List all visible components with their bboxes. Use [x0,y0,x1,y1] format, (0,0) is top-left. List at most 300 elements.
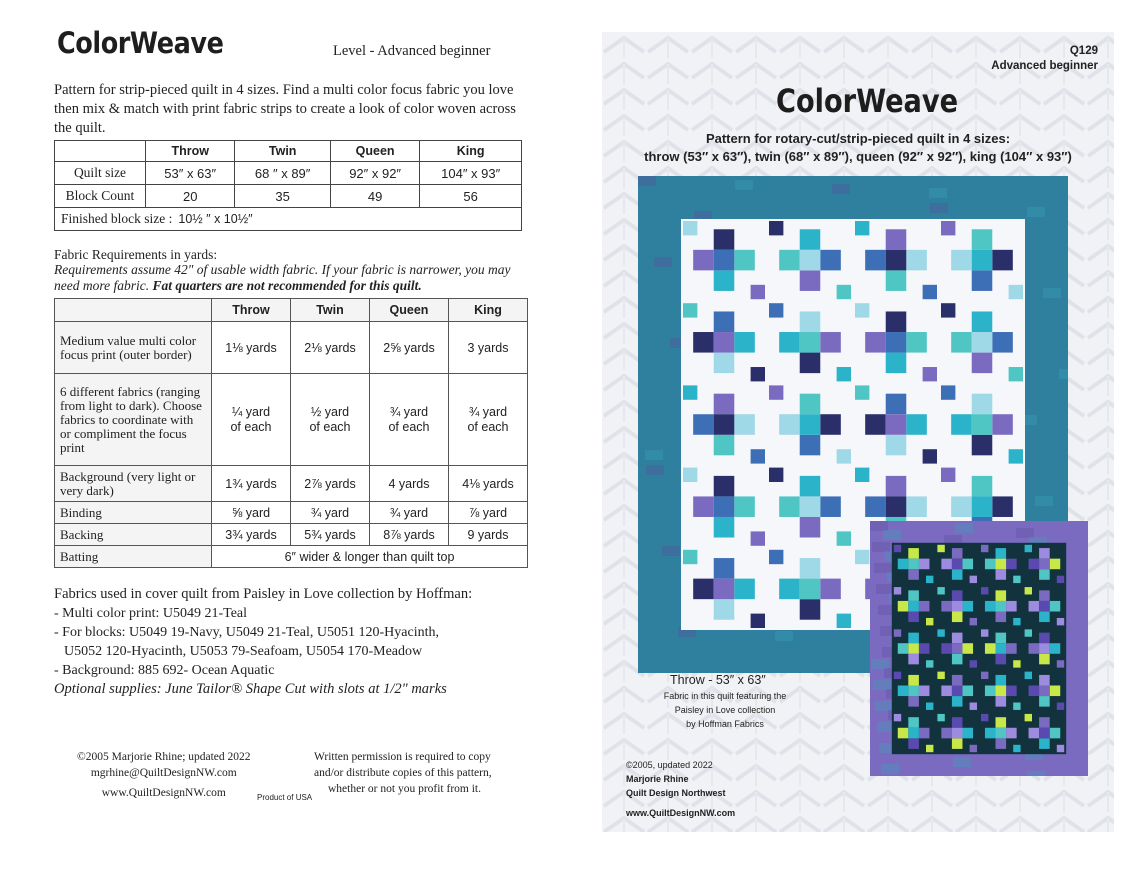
block-piece [941,385,955,399]
block-piece [693,332,714,353]
block-piece [865,414,886,435]
block-piece [1057,618,1064,625]
table-row [55,208,522,231]
block-piece [1039,612,1050,623]
block-piece [886,394,907,415]
block-piece [837,285,851,299]
block-piece [996,633,1007,644]
block-piece [779,414,800,435]
block-piece [919,643,930,654]
block-piece [952,601,963,612]
block-piece [996,696,1007,707]
block-piece [769,385,783,399]
block-piece [779,496,800,517]
block-piece [1039,685,1050,696]
border-print [876,584,894,594]
block-piece [926,660,933,667]
block-piece [919,559,930,570]
block-piece [1039,717,1050,728]
block-piece [992,250,1013,271]
block-piece [1025,587,1032,594]
block-piece [855,468,869,482]
block-piece [1057,703,1064,710]
block-piece [800,332,821,353]
block-piece [779,250,800,271]
block-piece [800,435,821,456]
block-piece [1039,728,1050,739]
block-piece [1029,643,1040,654]
block-piece [693,414,714,435]
block-piece [865,332,886,353]
block-piece [992,332,1013,353]
block-piece [855,221,869,235]
block-piece [1039,548,1050,559]
border-print [871,659,889,669]
border-print [1043,288,1061,298]
table-row: Background (very light or very dark) 1¾ yards 2⅞ yards 4 yards 4⅛ yards [55,466,528,502]
block-piece [734,332,755,353]
border-print [883,530,901,540]
block-piece [972,270,993,291]
block-piece [1039,643,1050,654]
block-piece [898,643,909,654]
block-piece [981,545,988,552]
block-piece [714,517,735,538]
border-print [881,764,899,774]
block-piece [894,672,901,679]
block-piece [1025,672,1032,679]
block-piece [1039,738,1050,749]
pattern-intro: Pattern for strip-pieced quilt in 4 sizes. Find a multi color focus fabric you love then mix & match with print fabric strips to create a look of color woven across the quilt. [54,82,516,136]
block-piece [926,745,933,752]
block-piece [1009,449,1023,463]
block-piece [941,601,952,612]
block-piece [908,612,919,623]
block-piece [734,496,755,517]
block-piece [1006,728,1017,739]
block-piece [972,229,993,250]
copyright-block: ©2005 Marjorie Rhine; updated 2022 mgrhine@QuiltDesignNW.com www.QuiltDesignNW.com [77,751,251,799]
border-print [645,450,663,460]
fabric-caption: Fabric in this quilt featuring the Paisley in Love collection by Hoffman Fabrics [663,691,787,729]
block-piece [820,414,841,435]
optional-supplies: Optional supplies: June Tailor® Shape Cut with slots at 1/2" marks [54,681,447,697]
block-piece [800,496,821,517]
block-piece [734,250,755,271]
block-piece [908,643,919,654]
block-piece [1029,559,1040,570]
block-piece [908,601,919,612]
border-print [875,701,893,711]
block-piece [1050,685,1061,696]
block-piece [1006,559,1017,570]
border-print [1027,207,1045,217]
block-piece [714,579,735,600]
block-piece [996,590,1007,601]
block-piece [800,517,821,538]
block-piece [962,643,973,654]
block-piece [886,311,907,332]
border-print [638,176,656,186]
block-piece [996,654,1007,665]
block-piece [855,385,869,399]
border-print [930,203,948,213]
block-piece [941,559,952,570]
block-piece [981,629,988,636]
block-piece [952,654,963,665]
block-piece [779,579,800,600]
block-piece [941,643,952,654]
block-piece [972,476,993,497]
block-piece [981,672,988,679]
block-piece [1013,618,1020,625]
block-piece [886,414,907,435]
border-print [1035,496,1053,506]
block-piece [962,728,973,739]
block-piece [908,569,919,580]
block-piece [800,311,821,332]
table-corner [55,299,212,322]
block-piece [926,703,933,710]
block-piece [996,601,1007,612]
block-piece [714,353,735,374]
block-piece [923,367,937,381]
block-piece [800,476,821,497]
block-piece [1029,728,1040,739]
block-piece [820,250,841,271]
border-print [874,563,892,573]
block-piece [952,559,963,570]
block-piece [951,250,972,271]
block-piece [908,559,919,570]
block-piece [970,618,977,625]
block-piece [908,685,919,696]
block-piece [886,476,907,497]
block-piece [800,558,821,579]
block-piece [1057,660,1064,667]
block-piece [1039,559,1050,570]
block-piece [962,685,973,696]
block-piece [683,550,697,564]
col-twin: Twin [235,141,331,162]
block-piece [941,221,955,235]
block-piece [769,303,783,317]
block-piece [1013,660,1020,667]
block-piece [996,569,1007,580]
block-piece [1039,633,1050,644]
block-piece [952,675,963,686]
block-piece [898,559,909,570]
block-piece [996,548,1007,559]
block-piece [714,558,735,579]
border-print [662,546,680,556]
block-piece [952,696,963,707]
border-print [873,680,891,690]
block-piece [714,394,735,415]
block-piece [908,654,919,665]
block-piece [769,221,783,235]
block-piece [970,703,977,710]
block-piece [1039,696,1050,707]
block-piece [985,559,996,570]
block-piece [992,414,1013,435]
skill-level: Level - Advanced beginner [333,43,491,59]
block-piece [714,311,735,332]
block-piece [898,728,909,739]
block-piece [985,601,996,612]
block-piece [970,660,977,667]
border-print [929,188,947,198]
cover-title: ColorWeave [776,82,959,120]
block-piece [941,303,955,317]
fabric-requirements-table: Throw Twin Queen King Medium value multi color focus print (outer border) 1⅛ yards 2⅛ yards 2⅝ yards 3 yards 6 different fabrics (ranging from light to dark). Choose fabrics to coordinate with or compliment the focus print ¼ yard of each ½ yard of each ¾ yard of each ¾ yard of each Background (very light or very dark) 1¾ yards 2⅞ yards 4 yards 4⅛ yards Binding ⅝ yard ¾ yard ¾ yard ⅞ yard Backing 3¾ yards 5¾ yards 8⅞ yards 9 yards Batting 6″ wider & longer than quilt top [54,298,528,568]
col-throw: Throw [146,141,235,162]
block-piece [1006,601,1017,612]
block-piece [1013,703,1020,710]
block-piece [734,579,755,600]
block-piece [1029,685,1040,696]
block-piece [970,745,977,752]
block-piece [1009,285,1023,299]
block-piece [952,728,963,739]
block-piece [734,414,755,435]
block-piece [837,614,851,628]
border-print [953,757,971,767]
block-piece [1050,643,1061,654]
quilt-size-caption: Throw - 53″ x 63″ [670,673,766,687]
block-piece [1050,601,1061,612]
block-piece [908,728,919,739]
block-piece [972,496,993,517]
table-row: Block Count 20 35 49 56 [55,185,522,208]
block-piece [952,643,963,654]
pattern-cover [602,32,1114,832]
block-piece [855,550,869,564]
block-piece [769,468,783,482]
block-piece [1057,576,1064,583]
block-piece [820,579,841,600]
block-piece [996,728,1007,739]
block-piece [894,714,901,721]
block-piece [751,285,765,299]
block-piece [751,614,765,628]
fabric-req-heading: Fabric Requirements in yards: [54,247,218,262]
block-piece [683,303,697,317]
block-piece [972,353,993,374]
border-print [832,184,850,194]
block-piece [937,714,944,721]
border-print [955,523,973,533]
block-piece [962,559,973,570]
block-piece [837,531,851,545]
block-piece [985,728,996,739]
block-piece [996,738,1007,749]
block-piece [894,629,901,636]
block-piece [985,643,996,654]
block-piece [1006,685,1017,696]
border-print [872,542,890,552]
permission-notice: Written permission is required to copy and/or distribute copies of this pattern, whether or not you profit from it. [314,751,492,795]
block-piece [800,229,821,250]
block-piece [886,496,907,517]
block-piece [923,449,937,463]
block-piece [683,385,697,399]
finished-block-label: Finished block size : [61,211,173,226]
block-piece [714,332,735,353]
block-piece [908,738,919,749]
block-piece [714,270,735,291]
block-piece [693,579,714,600]
block-piece [779,332,800,353]
block-piece [952,590,963,601]
block-piece [714,496,735,517]
border-print [870,521,888,531]
block-piece [937,672,944,679]
block-piece [996,675,1007,686]
block-piece [941,468,955,482]
table-row: 6 different fabrics (ranging from light to dark). Choose fabrics to coordinate with or compliment the focus print ¼ yard of each ½ yard of each ¾ yard of each ¾ yard of each [55,374,528,466]
block-piece [981,714,988,721]
block-piece [714,229,735,250]
block-piece [1039,590,1050,601]
block-piece [865,496,886,517]
col-king: King [420,141,522,162]
table-row: Quilt size 53″ x 63″ 68 ″ x 89″ 92″ x 92″ 104″ x 93″ [55,162,522,185]
table-corner [55,141,146,162]
block-piece [962,601,973,612]
block-piece [996,612,1007,623]
block-piece [837,449,851,463]
block-piece [952,633,963,644]
border-print [654,257,672,267]
block-piece [1039,654,1050,665]
block-piece [941,728,952,739]
block-piece [996,643,1007,654]
block-piece [908,675,919,686]
block-piece [1006,643,1017,654]
block-piece [908,548,919,559]
pattern-code: Q129 Advanced beginner [991,45,1098,72]
block-piece [996,717,1007,728]
block-piece [693,496,714,517]
block-piece [800,353,821,374]
block-piece [1013,745,1020,752]
cover-subtitle: Pattern for rotary-cut/strip-pieced quilt in 4 sizes: throw (53″ x 63″), twin (68″ x 89″), queen (92″ x 92″), king (104″ x 93″) [644,131,1072,164]
block-piece [908,696,919,707]
block-piece [898,685,909,696]
block-piece [800,270,821,291]
block-piece [972,311,993,332]
block-piece [751,367,765,381]
block-piece [906,332,927,353]
quilt-photo-dark [870,521,1088,776]
block-piece [996,559,1007,570]
block-piece [1025,545,1032,552]
block-piece [952,612,963,623]
block-piece [919,728,930,739]
block-piece [683,221,697,235]
block-piece [855,303,869,317]
block-piece [951,414,972,435]
border-print [735,180,753,190]
block-piece [886,270,907,291]
block-piece [714,414,735,435]
border-print [646,465,664,475]
block-piece [1050,728,1061,739]
block-piece [894,545,901,552]
block-piece [1025,714,1032,721]
block-piece [923,285,937,299]
block-piece [1009,367,1023,381]
block-piece [926,576,933,583]
cover-footer: ©2005, updated 2022 Marjorie Rhine Quilt Design Northwest www.QuiltDesignNW.com [626,760,736,818]
block-piece [769,550,783,564]
table-row: Medium value multi color focus print (outer border) 1⅛ yards 2⅛ yards 2⅝ yards 3 yards [55,322,528,374]
block-piece [972,435,993,456]
pattern-back-page [0,0,560,880]
block-piece [683,468,697,482]
block-piece [1039,675,1050,686]
block-piece [985,685,996,696]
block-piece [820,496,841,517]
block-piece [972,332,993,353]
block-piece [906,250,927,271]
table-row: Backing 3¾ yards 5¾ yards 8⅞ yards 9 yards [55,524,528,546]
block-piece [972,394,993,415]
block-piece [886,229,907,250]
block-piece [951,332,972,353]
block-piece [937,587,944,594]
block-piece [970,576,977,583]
block-piece [1039,569,1050,580]
block-piece [800,579,821,600]
table-row: Batting 6″ wider & longer than quilt top [55,546,528,568]
block-piece [919,601,930,612]
block-piece [1050,559,1061,570]
block-piece [926,618,933,625]
block-piece [1057,745,1064,752]
block-piece [714,250,735,271]
block-piece [714,435,735,456]
block-piece [898,601,909,612]
col-queen: Queen [330,141,419,162]
block-piece [1025,629,1032,636]
table-row: Binding ⅝ yard ¾ yard ¾ yard ⅞ yard [55,502,528,524]
finished-block-value: 10½ ″ x 10½″ [178,212,253,226]
block-piece [906,496,927,517]
block-piece [800,414,821,435]
block-piece [865,250,886,271]
fabrics-used: Fabrics used in cover quilt from Paisley in Love collection by Hoffman: - Multi color print: U5049 21-Teal - For blocks: U5049 19-Navy, U5049 21-Teal, U5051 120-Hyacinth, U5052 120-Hyacinth, U5053 79-Seafoam, U5054 170-Meadow - Background: 885 692- Ocean Aquatic [54,586,473,678]
quilt-sizes-table [54,140,522,231]
block-piece [908,717,919,728]
block-piece [886,332,907,353]
block-piece [952,685,963,696]
block-piece [886,353,907,374]
block-piece [751,531,765,545]
block-piece [1013,576,1020,583]
block-piece [937,545,944,552]
block-piece [837,367,851,381]
block-piece [714,599,735,620]
fabric-req-note: Requirements assume 42" of usable width fabric. If your fabric is narrower, you may need more fabric. Fat quarters are not recommended for this quilt. [54,262,511,293]
border-print [1027,771,1045,776]
block-piece [937,629,944,636]
block-piece [941,685,952,696]
block-piece [886,250,907,271]
block-piece [952,738,963,749]
block-piece [908,633,919,644]
